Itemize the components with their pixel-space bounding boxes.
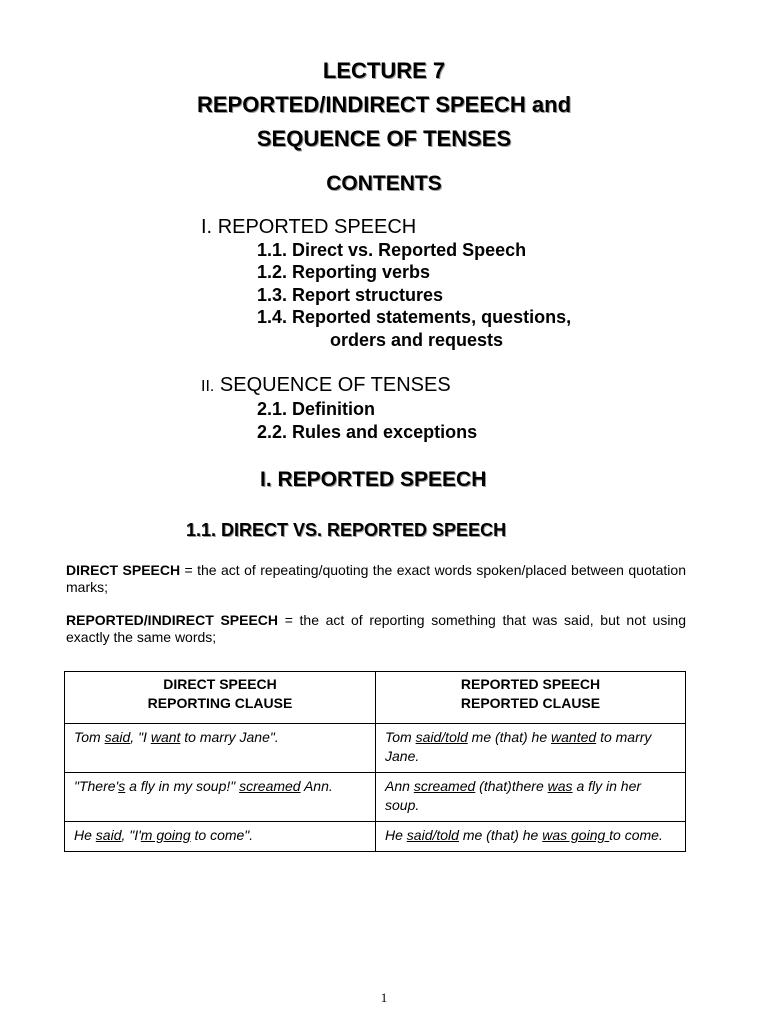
cell-text: me (that) he [458,827,543,843]
underlined-word: was [547,778,573,794]
toc-item: 1.3. Report structures [257,285,444,305]
definition-text: = the act of reporting something that was said, but not using exactly the same words; [66,612,687,645]
definition-direct-speech [66,562,686,596]
table-header-row [65,672,686,724]
underlined-word: said/told [406,827,459,843]
toc-part2-title: SEQUENCE OF TENSES [219,374,451,396]
table-row [65,773,686,822]
cell-text: Tom [74,729,105,745]
definition-term: DIRECT SPEECH [66,562,181,578]
toc-part1-numeral: I. [201,216,213,238]
reported-speech-cell [376,724,686,773]
toc-item: 1.2. Reporting verbs [257,262,431,282]
cell-text: to marry Jane". [180,729,279,745]
underlined-word: was going [542,827,610,843]
table-row [65,724,686,773]
underlined-word: said/told [415,729,468,745]
reported-speech-cell [376,773,686,822]
cell-text: He [385,827,407,843]
underlined-word: s [118,778,126,794]
lecture-number: LECTURE 7 [322,58,446,83]
direct-speech-cell [65,773,376,822]
reported-speech-cell [376,822,686,852]
lecture-title-line1: REPORTED/INDIRECT SPEECH and [196,92,572,117]
cell-text: Tom [385,729,416,745]
cell-text: Ann. [300,778,333,794]
header-line: REPORTING CLAUSE [147,695,293,711]
column-header-direct [65,672,376,724]
cell-text: "There' [74,778,119,794]
header-line: REPORTED SPEECH [460,676,601,692]
underlined-word: wanted [551,729,597,745]
toc-part2-heading [201,374,451,397]
cell-text: a fly in my soup!" [125,778,240,794]
cell-text: to come". [190,827,254,843]
cell-text: to marry Jane. [385,729,652,764]
lecture-title-line2: SEQUENCE OF TENSES [256,126,512,151]
cell-text: (that)there [475,778,548,794]
contents-heading: CONTENTS [326,172,442,195]
toc-item: 2.2. Rules and exceptions [257,422,478,442]
toc-part1-title: REPORTED SPEECH [217,216,417,238]
header-line: DIRECT SPEECH [163,676,277,692]
cell-text: , "I' [121,827,141,843]
cell-text: to come. [609,827,663,843]
column-header-reported [376,672,686,724]
cell-text: a fly in her soup. [385,778,642,813]
definition-term: REPORTED/INDIRECT SPEECH [66,612,279,628]
table-row [65,822,686,852]
toc-item: 2.1. Definition [257,399,376,419]
direct-speech-cell [65,724,376,773]
underlined-word: said [95,827,122,843]
speech-comparison-table [64,671,686,852]
cell-text: me (that) he [467,729,552,745]
underlined-word: screamed [239,778,301,794]
direct-speech-cell [65,822,376,852]
definition-text: = the act of repeating/quoting the exact words spoken/placed between quotation marks; [66,562,686,595]
header-line: REPORTED CLAUSE [460,695,601,711]
cell-text: Ann [385,778,414,794]
underlined-word: screamed [413,778,476,794]
toc-part2-numeral: II. [201,378,215,395]
underlined-word: said [104,729,131,745]
cell-text: , "I [130,729,151,745]
cell-text: He [74,827,96,843]
section-heading: I. REPORTED SPEECH [260,468,487,491]
underlined-word: want [150,729,181,745]
toc-item: 1.4. Reported statements, questions, [257,307,572,327]
subsection-heading: 1.1. DIRECT VS. REPORTED SPEECH [186,520,507,540]
underlined-word: m going [140,827,191,843]
toc-item: 1.1. Direct vs. Reported Speech [257,240,527,260]
toc-part1-heading [201,216,416,239]
definition-reported-speech [66,612,686,646]
page-number: 1 [380,990,388,1005]
toc-item-continuation: orders and requests [330,330,504,350]
